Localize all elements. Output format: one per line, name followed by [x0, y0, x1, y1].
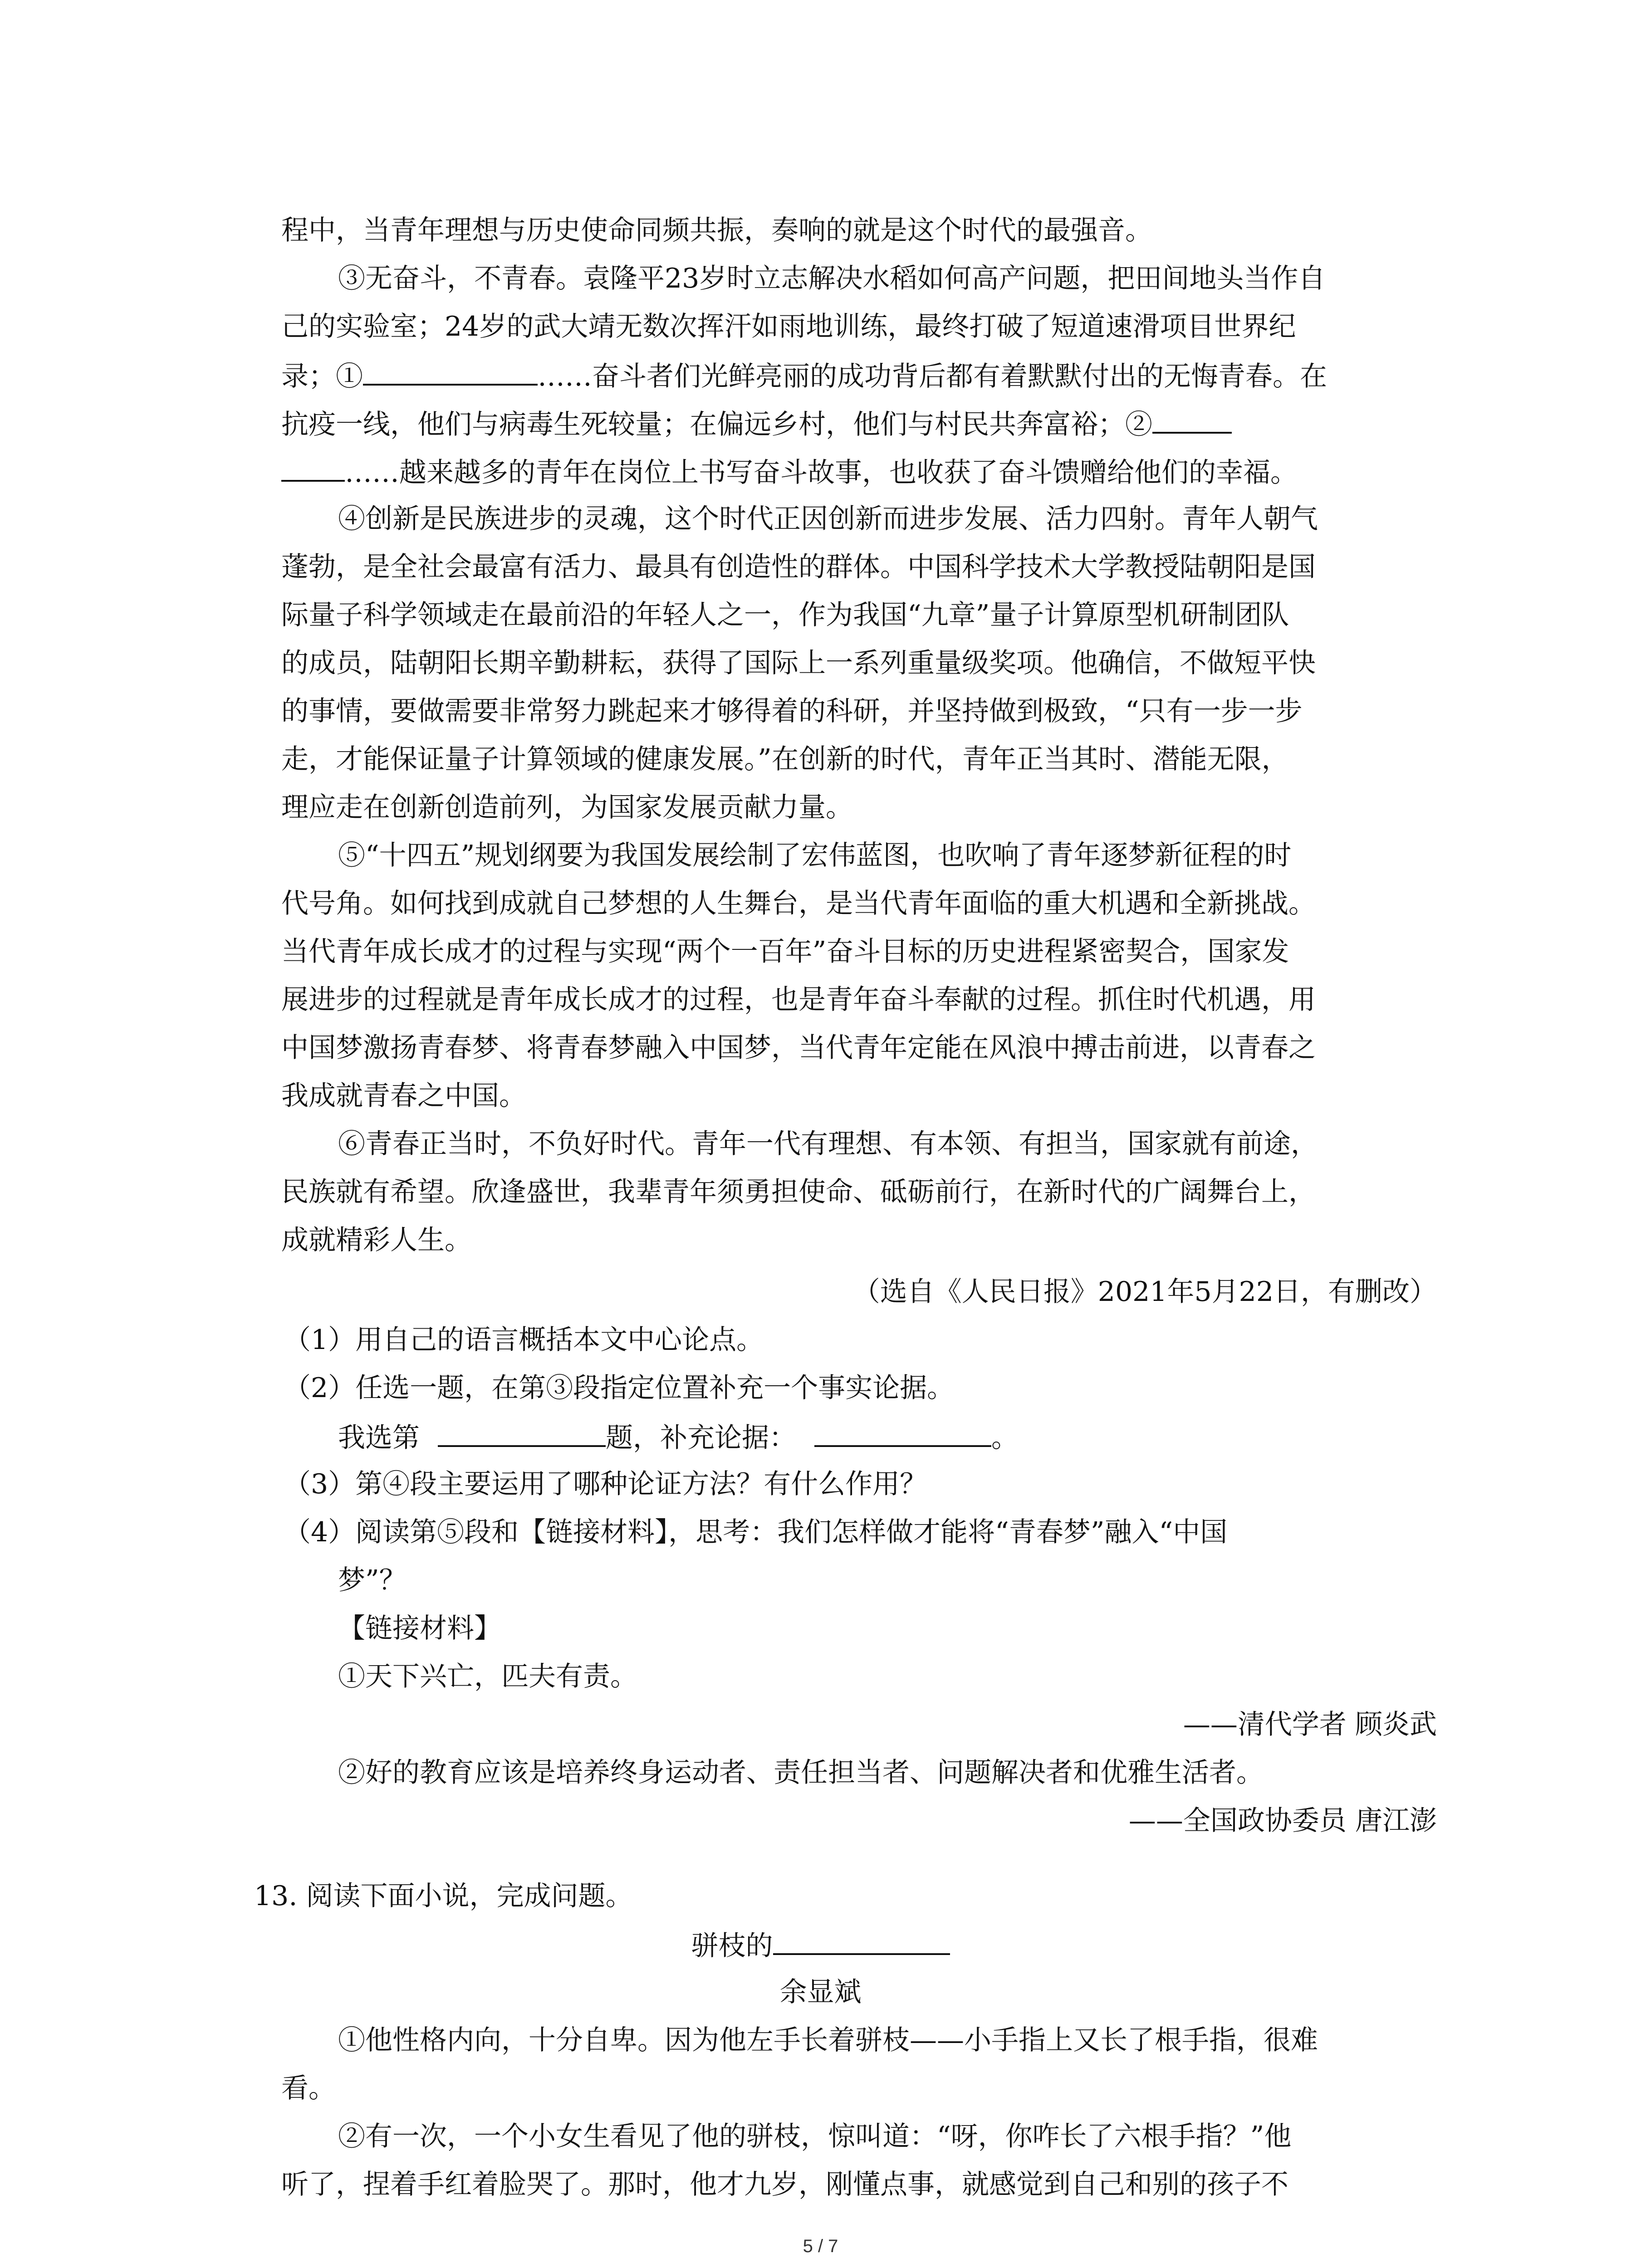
answer-blank-choice[interactable]	[438, 1422, 606, 1447]
answer-blank-evidence[interactable]	[814, 1422, 991, 1447]
paragraph-line: ③无奋斗，不青春。袁隆平23岁时立志解决水稻如何高产问题，把田间地头当作自	[338, 263, 1326, 294]
text-span: 。	[991, 1422, 1019, 1454]
paragraph-line: 理应走在创新创造前列，为国家发展贡献力量。	[281, 792, 853, 823]
paragraph-line: ⑥青春正当时，不负好时代。青年一代有理想、有本领、有担当，国家就有前途，	[338, 1128, 1318, 1160]
paragraph-line: 的事情，要做需要非常努力跳起来才够得着的科研，并坚持做到极致，“只有一步一步	[281, 695, 1303, 727]
question-1: （1）用自己的语言概括本文中心论点。	[284, 1324, 764, 1356]
paragraph-line: 看。	[281, 2072, 336, 2104]
text-span: 录；①	[281, 361, 363, 392]
fill-blank-2-continued[interactable]	[281, 457, 345, 482]
link-material-2: ②好的教育应该是培养终身运动者、责任担当者、问题解决者和优雅生活者。	[338, 1757, 1264, 1789]
paragraph-line: 当代青年成长成才的过程与实现“两个一百年”奋斗目标的历史进程紧密契合，国家发	[281, 936, 1289, 968]
text-span: ……奋斗者们光鲜亮丽的成功背后都有着默默付出的无悔青春。在	[538, 361, 1327, 392]
text-span: 骈枝的	[691, 1930, 773, 1962]
link-material-2-source: ——全国政协委员 唐江澎	[1128, 1805, 1437, 1837]
paragraph-line: 成就精彩人生。	[281, 1224, 472, 1256]
paragraph-line: 展进步的过程就是青年成长成才的过程，也是青年奋斗奉献的过程。抓住时代机遇，用	[281, 984, 1316, 1016]
link-material-1: ①天下兴亡，匹夫有责。	[338, 1661, 637, 1692]
text-span: 题，补充论据：	[606, 1422, 796, 1454]
paragraph-line: 际量子科学领域走在最前沿的年轻人之一，作为我国“九章”量子计算原型机研制团队	[281, 599, 1289, 631]
paragraph-line	[281, 409, 1232, 438]
story-author: 余显斌	[779, 1976, 862, 2008]
paragraph-line: 听了，捏着手红着脸哭了。那时，他才九岁，刚懂点事，就感觉到自己和别的孩子不	[281, 2169, 1288, 2200]
paragraph-line: ⑤“十四五”规划纲要为我国发展绘制了宏伟蓝图，也吹响了青年逐梦新征程的时	[338, 840, 1292, 871]
question-13-heading: 13. 阅读下面小说，完成问题。	[254, 1880, 633, 1912]
page-number: 5 / 7	[803, 2236, 838, 2256]
paragraph-line: 中国梦激扬青春梦、将青春梦融入中国梦，当代青年定能在风浪中搏击前进，以青春之	[281, 1032, 1316, 1064]
paragraph-line: ①他性格内向，十分自卑。因为他左手长着骈枝——小手指上又长了根手指，很难	[338, 2024, 1318, 2056]
paragraph-line: 己的实验室；24岁的武大靖无数次挥汗如雨地训练，最终打破了短道速滑项目世界纪	[281, 311, 1296, 342]
source-citation: （选自《人民日报》2021年5月22日，有删改）	[852, 1276, 1437, 1308]
text-span: 抗疫一线，他们与病毒生死较量；在偏远乡村，他们与村民共奔富裕；②	[281, 409, 1152, 440]
paragraph-line: ②有一次，一个小女生看见了他的骈枝，惊叫道：“呀，你咋长了六根手指？”他	[338, 2121, 1292, 2152]
paragraph-line: 代号角。如何找到成就自己梦想的人生舞台，是当代青年面临的重大机遇和全新挑战。	[281, 888, 1316, 919]
paragraph-line: 走，才能保证量子计算领域的健康发展。”在创新的时代，青年正当其时、潜能无限，	[281, 743, 1289, 775]
paragraph-line: ④创新是民族进步的灵魂，这个时代正因创新而进步发展、活力四射。青年人朝气	[338, 503, 1318, 535]
link-material-title: 【链接材料】	[338, 1613, 501, 1644]
paragraph-line	[281, 361, 1327, 390]
link-material-1-source: ——清代学者 顾炎武	[1183, 1709, 1437, 1740]
fill-blank-2[interactable]	[1152, 409, 1232, 434]
text-span: ……越来越多的青年在岗位上书写奋斗故事，也收获了奋斗馈赠给他们的幸福。	[345, 457, 1298, 489]
question-3: （3）第④段主要运用了哪种论证方法？有什么作用？	[284, 1468, 927, 1500]
paragraph-line: 程中，当青年理想与历史使命同频共振，奏响的就是这个时代的最强音。	[281, 215, 1152, 246]
question-2-answer	[338, 1422, 1019, 1452]
paragraph-line: 我成就青春之中国。	[281, 1080, 526, 1112]
story-title	[0, 1931, 1641, 1960]
paragraph-line: 蓬勃，是全社会最富有活力、最具有创造性的群体。中国科学技术大学教授陆朝阳是国	[281, 551, 1316, 583]
paragraph-line: 民族就有希望。欣逢盛世，我辈青年须勇担使命、砥砺前行，在新时代的广阔舞台上，	[281, 1176, 1316, 1208]
paragraph-line: 的成员，陆朝阳长期辛勤耕耘，获得了国际上一系列重量级奖项。他确信，不做短平快	[281, 647, 1316, 679]
question-4: （4）阅读第⑤段和【链接材料】，思考：我们怎样做才能将“青春梦”融入“中国	[284, 1516, 1228, 1548]
fill-blank-1[interactable]	[363, 361, 538, 386]
question-2: （2）任选一题，在第③段指定位置补充一个事实论据。	[284, 1372, 955, 1404]
title-blank[interactable]	[773, 1931, 950, 1955]
text-span: 我选第	[338, 1422, 420, 1454]
paragraph-line	[281, 457, 1298, 489]
question-4-continued: 梦”？	[338, 1564, 407, 1596]
